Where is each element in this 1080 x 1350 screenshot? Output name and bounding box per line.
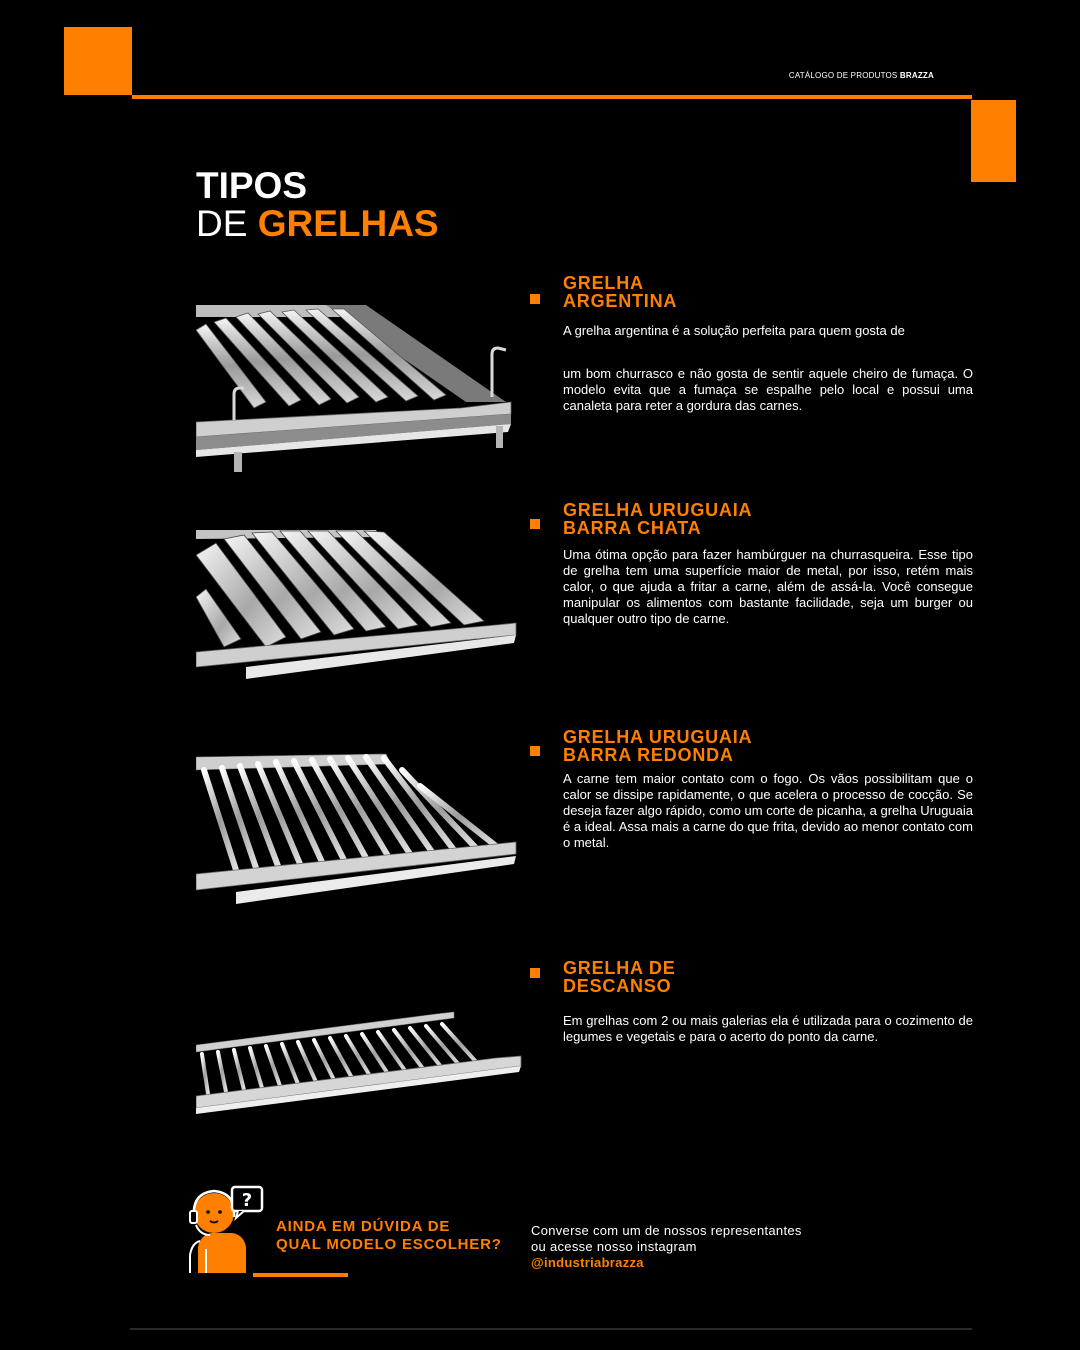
section-title-line-1: GRELHA URUGUAIA [563,727,753,747]
section-text: Uma ótima opção para fazer hambúrguer na churrasqueira. Esse tipo de grelha tem uma superfície maior de metal, por isso, retém mais calor, o que ajuda a fritar a carne, além de assá-la. Você consegue manipular os alimentos com bastante facilidade, seja um burger ou qualquer outro tipo de carne. [563,547,973,626]
section-text: Em grelhas com 2 ou mais galerias ela é utilizada para o cozimento de legumes e vegetais e para o acerto do ponto da carne. [563,1013,973,1044]
decorative-square-top-left [64,27,132,95]
cta-text-prefix: ou acesse nosso instagram [531,1239,697,1254]
section-title-line-2: ARGENTINA [563,291,678,311]
section-title [563,501,823,537]
section-text: um bom churrasco e não gosta de sentir aquele cheiro de fumaça. O modelo evita que a fumaça se espalhe pelo local e possui uma canaleta para reter a gordura das carnes. [563,366,973,413]
section-grelha-de-descanso [196,955,976,1125]
cta-text [531,1223,802,1271]
section-grelha-argentina [196,270,976,480]
header-divider [132,95,972,99]
section-title [563,728,823,764]
section-title-line-1: GRELHA URUGUAIA [563,500,753,520]
catalog-brand: BRAZZA [899,71,934,80]
footer-divider [130,1328,972,1330]
cta-underline [253,1273,348,1277]
cta-question [276,1218,502,1254]
section-bullet [530,294,540,304]
section-title [563,959,823,995]
svg-text:?: ? [241,1190,253,1211]
section-title-line-1: GRELHA [563,273,644,293]
catalog-prefix: CATÁLOGO DE PRODUTOS [788,71,898,80]
section-title-line-2: DESCANSO [563,976,672,996]
section-bullet [530,968,540,978]
section-text-intro: A grelha argentina é a solução perfeita para quem gosta de [563,323,905,338]
section-bullet [530,746,540,756]
support-agent-icon [186,1185,266,1275]
title-accent: GRELHAS [257,203,439,244]
section-title-line-2: BARRA CHATA [563,518,702,538]
round-bar-grill-image [196,752,521,907]
title-prefix: DE [196,203,248,244]
instagram-handle-link[interactable]: @industriabrazza [531,1255,644,1270]
cta-text-line-2 [531,1239,802,1271]
title-line-1: TIPOS [196,165,308,206]
cta-text-line-1: Converse com um de nossos representantes [531,1223,802,1238]
flat-bar-grill-image [196,527,521,682]
rest-grill-image [196,1010,524,1115]
argentinian-grill-image [196,302,516,474]
section-title [563,274,823,310]
cta-question-line-2: QUAL MODELO ESCOLHER? [276,1236,502,1253]
section-text: A carne tem maior contato com o fogo. Os vãos possibilitam que o calor se dissipe rapidamente, o que acelera o processo de cocção. Se deseja fazer algo rápido, como um corte de picanha, a grelha Uruguaia é a ideal. Assa mais a carne do que frita, devido ao menor contato com o metal. [563,771,973,850]
decorative-square-right [971,100,1016,182]
section-bullet [530,519,540,529]
catalog-label [789,71,934,80]
cta-question-line-1: AINDA EM DÚVIDA DE [276,1218,451,1235]
section-title-line-1: GRELHA DE [563,958,676,978]
section-grelha-uruguaia-barra-chata [196,497,976,697]
page-title [196,167,439,243]
title-line-2 [196,205,439,243]
section-grelha-uruguaia-barra-redonda [196,724,976,924]
section-title-line-2: BARRA REDONDA [563,745,734,765]
